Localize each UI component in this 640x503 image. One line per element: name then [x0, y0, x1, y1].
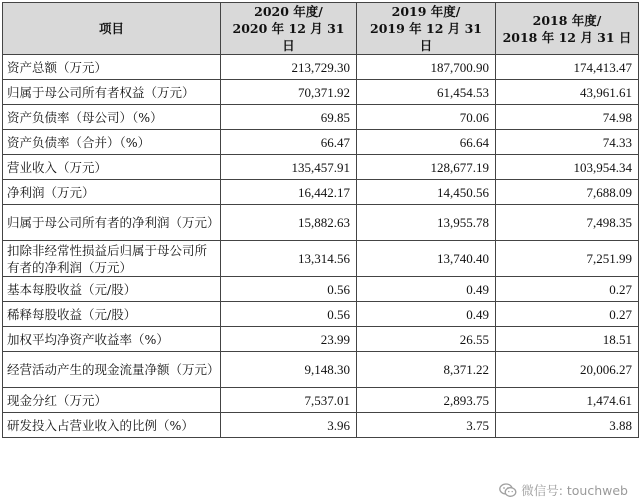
row-label: 现金分红（万元） — [3, 388, 221, 413]
value-2020: 3.96 — [221, 413, 357, 438]
table-row — [3, 388, 639, 413]
value-2019: 3.75 — [357, 413, 496, 438]
table-row — [3, 105, 639, 130]
value-2020: 70,371.92 — [221, 80, 357, 105]
row-label: 经营活动产生的现金流量净额（万元） — [3, 352, 221, 388]
watermark — [499, 481, 628, 499]
value-2019: 0.49 — [357, 277, 496, 302]
value-2020: 7,537.01 — [221, 388, 357, 413]
row-label: 归属于母公司所有者权益（万元） — [3, 80, 221, 105]
header-2019-line1: 2019 年度/ — [391, 4, 461, 19]
value-2020: 9,148.30 — [221, 352, 357, 388]
value-2019: 26.55 — [357, 327, 496, 352]
table-row — [3, 327, 639, 352]
value-2020: 0.56 — [221, 277, 357, 302]
value-2019: 61,454.53 — [357, 80, 496, 105]
value-2018: 20,006.27 — [496, 352, 639, 388]
header-item: 项目 — [3, 3, 221, 55]
header-2019-line2: 2019 年 12 月 31 日 — [370, 21, 482, 53]
table-row — [3, 413, 639, 438]
header-2020 — [221, 3, 357, 55]
value-2020: 13,314.56 — [221, 241, 357, 277]
value-2020: 15,882.63 — [221, 205, 357, 241]
value-2018: 7,251.99 — [496, 241, 639, 277]
row-label: 资产负债率（母公司）（%） — [3, 105, 221, 130]
value-2018: 43,961.61 — [496, 80, 639, 105]
table-row — [3, 277, 639, 302]
table-row — [3, 205, 639, 241]
value-2020: 16,442.17 — [221, 180, 357, 205]
value-2018: 18.51 — [496, 327, 639, 352]
financial-indicators-table — [2, 2, 639, 438]
value-2019: 14,450.56 — [357, 180, 496, 205]
value-2020: 135,457.91 — [221, 155, 357, 180]
row-label: 加权平均净资产收益率（%） — [3, 327, 221, 352]
header-2018-line2: 2018 年 12 月 31 日 — [502, 29, 632, 45]
value-2018: 74.98 — [496, 105, 639, 130]
row-label: 扣除非经常性损益后归属于母公司所有者的净利润（万元） — [3, 241, 221, 277]
row-label: 稀释每股收益（元/股） — [3, 302, 221, 327]
value-2018: 103,954.34 — [496, 155, 639, 180]
table-row — [3, 80, 639, 105]
value-2020: 213,729.30 — [221, 55, 357, 80]
row-label: 研发投入占营业收入的比例（%） — [3, 413, 221, 438]
value-2020: 0.56 — [221, 302, 357, 327]
value-2019: 13,740.40 — [357, 241, 496, 277]
value-2019: 128,677.19 — [357, 155, 496, 180]
row-label: 归属于母公司所有者的净利润（万元） — [3, 205, 221, 241]
value-2018: 1,474.61 — [496, 388, 639, 413]
watermark-text: 微信号: touchweb — [521, 483, 628, 498]
value-2019: 2,893.75 — [357, 388, 496, 413]
row-label: 基本每股收益（元/股） — [3, 277, 221, 302]
table-row — [3, 241, 639, 277]
row-label: 营业收入（万元） — [3, 155, 221, 180]
value-2020: 66.47 — [221, 130, 357, 155]
value-2019: 70.06 — [357, 105, 496, 130]
row-label: 资产总额（万元） — [3, 55, 221, 80]
row-label: 资产负债率（合并）（%） — [3, 130, 221, 155]
header-2019 — [357, 3, 496, 55]
value-2020: 23.99 — [221, 327, 357, 352]
header-2020-line1: 2020 年度/ — [254, 4, 323, 19]
table-row — [3, 130, 639, 155]
value-2018: 7,498.35 — [496, 205, 639, 241]
table-row — [3, 302, 639, 327]
value-2018: 0.27 — [496, 302, 639, 327]
value-2018: 3.88 — [496, 413, 639, 438]
wechat-icon — [499, 483, 517, 498]
value-2019: 13,955.78 — [357, 205, 496, 241]
value-2018: 0.27 — [496, 277, 639, 302]
row-label: 净利润（万元） — [3, 180, 221, 205]
value-2018: 174,413.47 — [496, 55, 639, 80]
table-row — [3, 180, 639, 205]
value-2018: 7,688.09 — [496, 180, 639, 205]
table-row — [3, 155, 639, 180]
header-2018-line1: 2018 年度/ — [532, 12, 602, 28]
header-2018 — [496, 3, 639, 55]
value-2019: 187,700.90 — [357, 55, 496, 80]
value-2019: 66.64 — [357, 130, 496, 155]
table-row — [3, 55, 639, 80]
header-2020-line2: 2020 年 12 月 31 日 — [232, 21, 345, 53]
value-2019: 8,371.22 — [357, 352, 496, 388]
value-2019: 0.49 — [357, 302, 496, 327]
table-header-row — [3, 3, 639, 55]
value-2020: 69.85 — [221, 105, 357, 130]
value-2018: 74.33 — [496, 130, 639, 155]
table-row — [3, 352, 639, 388]
